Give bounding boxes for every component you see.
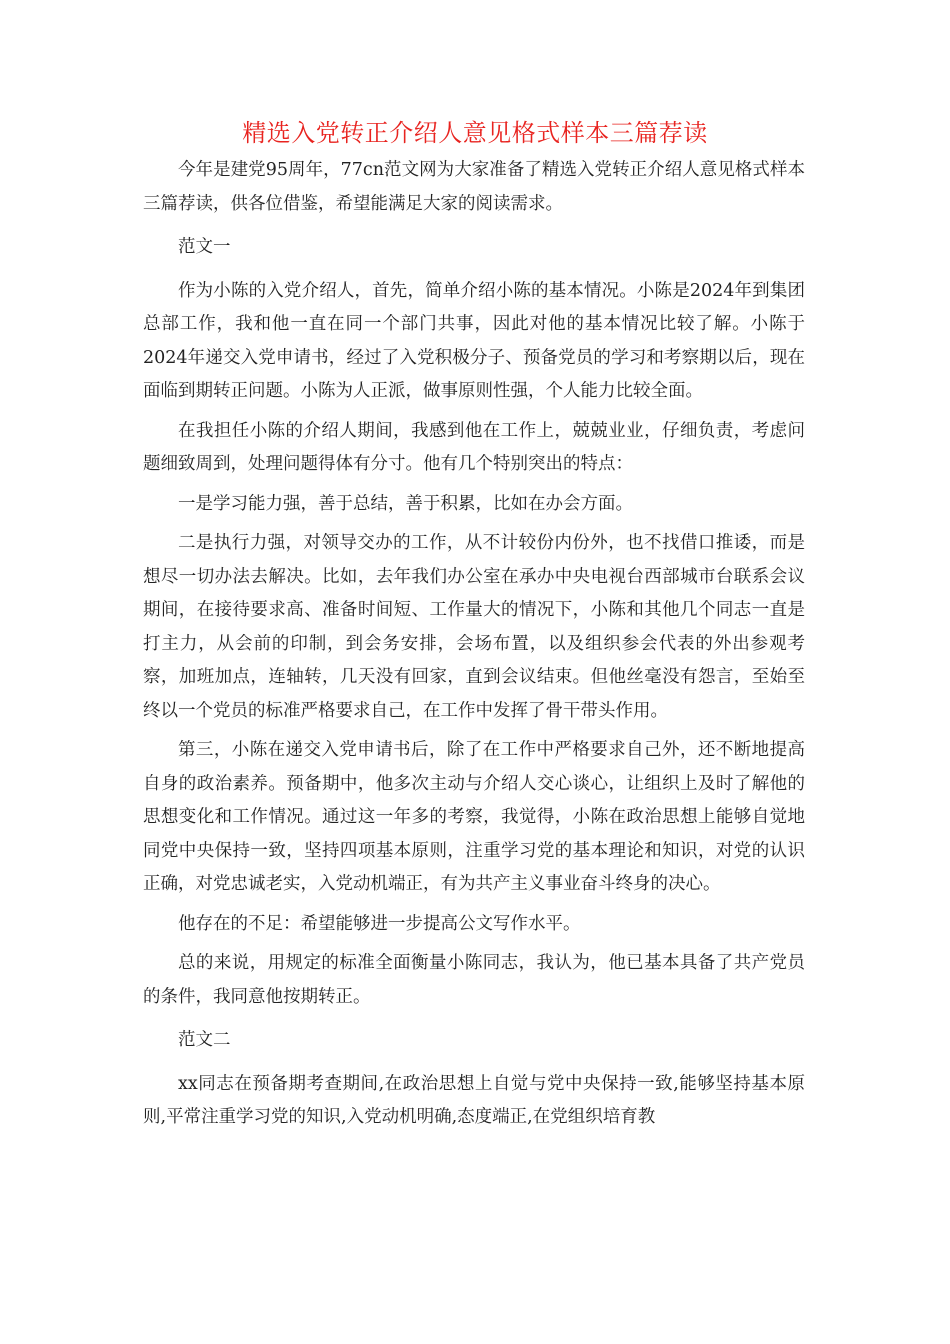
body-paragraph: 一是学习能力强，善于总结，善于积累，比如在办会方面。 — [178, 493, 633, 514]
document-title: 精选入党转正介绍人意见格式样本三篇荐读 — [242, 119, 708, 147]
section-heading-sample-two: 范文二 — [178, 1030, 231, 1050]
section-heading-sample-one: 范文一 — [178, 237, 231, 257]
body-paragraph: 作为小陈的入党介绍人，首先，简单介绍小陈的基本情况。小陈是2024年到集团总部工作，我和他一直在同一个部门共事，因此对他的基本情况比较了解。小陈于2024年递交入党申请书，经过了入党积极分子、预备党员的学习和考察期以后，现在面临到期转正问题。小陈为人正派，做事原则性强，个人能力比较全面。 — [143, 280, 805, 401]
intro-paragraph: 今年是建党95周年，77cn范文网为大家准备了精选入党转正介绍人意见格式样本三篇荐读，供各位借鉴，希望能满足大家的阅读需求。 — [143, 160, 805, 214]
document-body — [143, 154, 805, 1141]
body-paragraph: 总的来说，用规定的标准全面衡量小陈同志，我认为，他已基本具备了共产党员的条件，我同意他按期转正。 — [143, 953, 805, 1007]
body-paragraph: 二是执行力强，对领导交办的工作，从不计较份内份外，也不找借口推诿，而是想尽一切办法去解决。比如，去年我们办公室在承办中央电视台西部城市台联系会议期间，在接待要求高、准备时间短、工作量大的情况下，小陈和其他几个同志一直是打主力，从会前的印制，到会务安排，会场布置，以及组织参会代表的外出参观考察，加班加点，连轴转，几天没有回家，直到会议结束。但他丝毫没有怨言，至始至终以一个党员的标准严格要求自己，在工作中发挥了骨干带头作用。 — [143, 533, 805, 721]
body-paragraph: 第三，小陈在递交入党申请书后，除了在工作中严格要求自己外，还不断地提高自身的政治素养。预备期中，他多次主动与介绍人交心谈心，让组织上及时了解他的思想变化和工作情况。通过这一年多的考察，我觉得，小陈在政治思想上能够自觉地同党中央保持一致，坚持四项基本原则，注重学习党的基本理论和知识，对党的认识正确，对党忠诚老实，入党动机端正，有为共产主义事业奋斗终身的决心。 — [143, 740, 805, 894]
body-paragraph: 他存在的不足：希望能够进一步提高公文写作水平。 — [178, 913, 581, 934]
body-paragraph: 在我担任小陈的介绍人期间，我感到他在工作上，兢兢业业，仔细负责，考虑问题细致周到，处理问题得体有分寸。他有几个特别突出的特点： — [143, 420, 805, 474]
body-paragraph: xx同志在预备期考查期间,在政治思想上自觉与党中央保持一致,能够坚持基本原则,平常注重学习党的知识,入党动机明确,态度端正,在党组织培育教 — [143, 1073, 805, 1127]
